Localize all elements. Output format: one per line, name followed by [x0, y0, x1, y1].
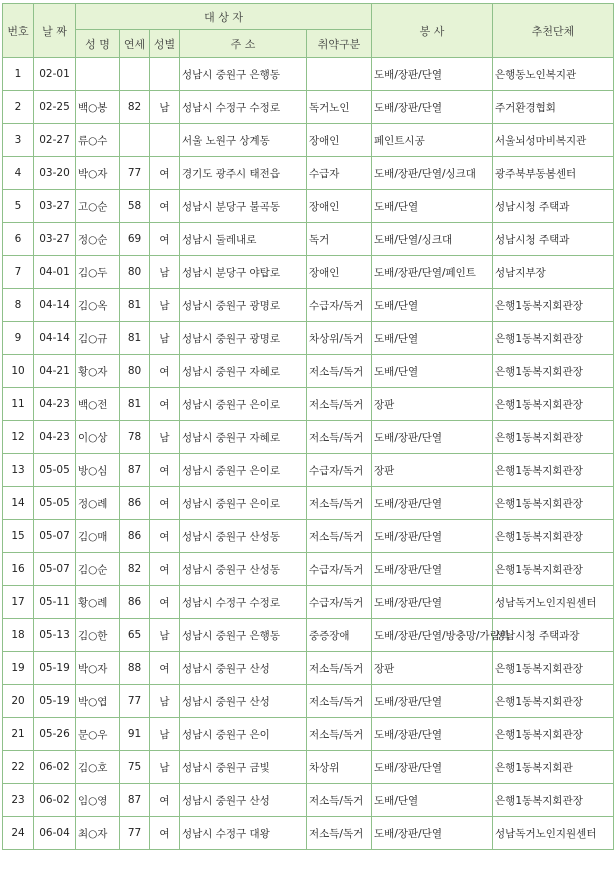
cell-category: 장애인	[307, 124, 372, 157]
cell-no: 1	[3, 58, 34, 91]
cell-no: 16	[3, 553, 34, 586]
cell-age: 88	[120, 652, 150, 685]
cell-address: 성남시 중원구 은이로	[180, 388, 307, 421]
cell-age: 80	[120, 355, 150, 388]
cell-no: 3	[3, 124, 34, 157]
cell-no: 11	[3, 388, 34, 421]
cell-age: 77	[120, 157, 150, 190]
cell-gender: 여	[150, 784, 180, 817]
cell-gender: 남	[150, 751, 180, 784]
table-row	[3, 223, 614, 256]
cell-service: 페인트시공	[372, 124, 493, 157]
cell-gender: 여	[150, 817, 180, 850]
cell-date: 05-19	[34, 685, 76, 718]
cell-gender: 여	[150, 388, 180, 421]
cell-category: 중증장애	[307, 619, 372, 652]
cell-date: 04-23	[34, 421, 76, 454]
cell-org: 서울뇌성마비복지관	[493, 124, 614, 157]
cell-address: 성남시 중원구 산성	[180, 652, 307, 685]
cell-age: 86	[120, 520, 150, 553]
cell-org: 은행1동복지회관장	[493, 520, 614, 553]
cell-category: 저소득/독거	[307, 652, 372, 685]
cell-no: 18	[3, 619, 34, 652]
cell-name: 임○영	[76, 784, 120, 817]
table-row	[3, 817, 614, 850]
cell-address: 성남시 중원구 자혜로	[180, 421, 307, 454]
cell-address: 성남시 중원구 금빛	[180, 751, 307, 784]
cell-date: 05-19	[34, 652, 76, 685]
cell-org: 은행1동복지회관	[493, 751, 614, 784]
cell-category: 장애인	[307, 256, 372, 289]
cell-gender: 여	[150, 454, 180, 487]
cell-address: 서울 노원구 상계동	[180, 124, 307, 157]
header-org: 추천단체	[493, 4, 614, 58]
cell-gender	[150, 58, 180, 91]
cell-date: 05-26	[34, 718, 76, 751]
cell-name: 박○자	[76, 652, 120, 685]
cell-gender: 남	[150, 685, 180, 718]
header-row-top	[3, 4, 614, 30]
cell-name: 김○호	[76, 751, 120, 784]
cell-service: 도배/장판/단열	[372, 817, 493, 850]
cell-no: 24	[3, 817, 34, 850]
cell-service: 도배/장판/단열/방충망/가림막	[372, 619, 493, 652]
cell-category: 저소득/독거	[307, 355, 372, 388]
cell-name: 고○순	[76, 190, 120, 223]
cell-age: 75	[120, 751, 150, 784]
cell-org: 성남시청 주택과	[493, 190, 614, 223]
cell-service: 도배/장판/단열	[372, 91, 493, 124]
table-row	[3, 388, 614, 421]
cell-date: 04-21	[34, 355, 76, 388]
cell-no: 20	[3, 685, 34, 718]
cell-category	[307, 58, 372, 91]
table-row	[3, 751, 614, 784]
cell-no: 22	[3, 751, 34, 784]
cell-org: 은행동노인복지관	[493, 58, 614, 91]
table-row	[3, 421, 614, 454]
cell-date: 03-27	[34, 223, 76, 256]
cell-age: 80	[120, 256, 150, 289]
cell-org: 성남시청 주택과	[493, 223, 614, 256]
cell-date: 03-27	[34, 190, 76, 223]
cell-category: 독거노인	[307, 91, 372, 124]
cell-age: 69	[120, 223, 150, 256]
cell-gender: 남	[150, 421, 180, 454]
cell-no: 7	[3, 256, 34, 289]
cell-gender: 여	[150, 190, 180, 223]
cell-gender: 여	[150, 652, 180, 685]
cell-name: 최○자	[76, 817, 120, 850]
cell-service: 도배/단열	[372, 322, 493, 355]
cell-org: 광주북부동봄센터	[493, 157, 614, 190]
cell-date: 05-11	[34, 586, 76, 619]
cell-service: 장판	[372, 388, 493, 421]
cell-date: 02-01	[34, 58, 76, 91]
cell-address: 성남시 중원구 산성동	[180, 553, 307, 586]
cell-date: 04-14	[34, 322, 76, 355]
cell-address: 성남시 분당구 불곡동	[180, 190, 307, 223]
header-date: 날 짜	[34, 4, 76, 58]
cell-org: 은행1동복지회관장	[493, 553, 614, 586]
table-row	[3, 520, 614, 553]
cell-date: 04-23	[34, 388, 76, 421]
cell-address: 성남시 분당구 야탑로	[180, 256, 307, 289]
cell-age: 86	[120, 487, 150, 520]
header-address: 주 소	[180, 30, 307, 58]
cell-org: 은행1동복지회관장	[493, 289, 614, 322]
cell-name: 방○심	[76, 454, 120, 487]
cell-date: 02-27	[34, 124, 76, 157]
table-body	[3, 58, 614, 850]
cell-name: 김○매	[76, 520, 120, 553]
cell-age: 81	[120, 322, 150, 355]
cell-org: 은행1동복지회관장	[493, 652, 614, 685]
cell-name: 박○엽	[76, 685, 120, 718]
cell-name: 김○옥	[76, 289, 120, 322]
cell-service: 장판	[372, 652, 493, 685]
cell-address: 성남시 중원구 은이로	[180, 487, 307, 520]
cell-org: 은행1동복지회관장	[493, 421, 614, 454]
cell-category: 수급자/독거	[307, 586, 372, 619]
cell-gender	[150, 124, 180, 157]
cell-name: 류○수	[76, 124, 120, 157]
cell-age: 81	[120, 388, 150, 421]
cell-no: 14	[3, 487, 34, 520]
cell-age: 87	[120, 784, 150, 817]
cell-no: 4	[3, 157, 34, 190]
cell-category: 차상위	[307, 751, 372, 784]
table-row	[3, 256, 614, 289]
cell-address: 성남시 중원구 은행동	[180, 58, 307, 91]
cell-service: 도배/장판/단열	[372, 553, 493, 586]
cell-category: 저소득/독거	[307, 421, 372, 454]
cell-gender: 여	[150, 157, 180, 190]
table-row	[3, 619, 614, 652]
cell-address: 성남시 중원구 산성동	[180, 520, 307, 553]
cell-date: 03-20	[34, 157, 76, 190]
cell-org: 성남지부장	[493, 256, 614, 289]
cell-date: 05-07	[34, 553, 76, 586]
cell-service: 도배/단열	[372, 355, 493, 388]
cell-no: 21	[3, 718, 34, 751]
cell-org: 은행1동복지회관장	[493, 454, 614, 487]
cell-address: 성남시 수정구 수정로	[180, 586, 307, 619]
cell-service: 도배/단열/싱크대	[372, 223, 493, 256]
cell-category: 저소득/독거	[307, 784, 372, 817]
header-category: 취약구분	[307, 30, 372, 58]
cell-name: 김○규	[76, 322, 120, 355]
header-target: 대 상 자	[76, 4, 372, 30]
cell-name: 박○자	[76, 157, 120, 190]
cell-name: 정○순	[76, 223, 120, 256]
cell-service: 도배/장판/단열	[372, 58, 493, 91]
cell-age	[120, 58, 150, 91]
cell-name: 백○봉	[76, 91, 120, 124]
cell-name: 황○자	[76, 355, 120, 388]
cell-no: 15	[3, 520, 34, 553]
cell-no: 8	[3, 289, 34, 322]
cell-org: 성남독거노인지원센터	[493, 817, 614, 850]
cell-org: 은행1동복지회관장	[493, 487, 614, 520]
cell-no: 19	[3, 652, 34, 685]
cell-name: 황○례	[76, 586, 120, 619]
cell-address: 성남시 중원구 은이	[180, 718, 307, 751]
cell-name: 이○상	[76, 421, 120, 454]
cell-gender: 여	[150, 487, 180, 520]
cell-name: 정○례	[76, 487, 120, 520]
cell-address: 성남시 중원구 은이로	[180, 454, 307, 487]
header-name: 성 명	[76, 30, 120, 58]
table-row	[3, 289, 614, 322]
cell-org: 은행1동복지회관장	[493, 322, 614, 355]
cell-service: 도배/장판/단열	[372, 586, 493, 619]
cell-address: 성남시 중원구 광명로	[180, 322, 307, 355]
table-row	[3, 718, 614, 751]
cell-gender: 여	[150, 553, 180, 586]
cell-age: 77	[120, 817, 150, 850]
cell-service: 도배/단열	[372, 784, 493, 817]
cell-service: 도배/장판/단열	[372, 520, 493, 553]
cell-gender: 여	[150, 355, 180, 388]
cell-service: 도배/단열	[372, 289, 493, 322]
cell-service: 도배/장판/단열	[372, 421, 493, 454]
cell-gender: 남	[150, 322, 180, 355]
cell-category: 저소득/독거	[307, 817, 372, 850]
cell-category: 저소득/독거	[307, 388, 372, 421]
table-row	[3, 91, 614, 124]
volunteer-record-table	[2, 3, 614, 850]
cell-date: 05-07	[34, 520, 76, 553]
cell-gender: 여	[150, 520, 180, 553]
cell-category: 수급자/독거	[307, 289, 372, 322]
cell-no: 23	[3, 784, 34, 817]
cell-age: 82	[120, 91, 150, 124]
cell-date: 04-01	[34, 256, 76, 289]
table-row	[3, 355, 614, 388]
table-row	[3, 58, 614, 91]
cell-date: 06-02	[34, 784, 76, 817]
cell-org: 은행1동복지회관장	[493, 718, 614, 751]
cell-no: 5	[3, 190, 34, 223]
cell-age: 87	[120, 454, 150, 487]
cell-name	[76, 58, 120, 91]
cell-age: 81	[120, 289, 150, 322]
cell-service: 도배/장판/단열	[372, 685, 493, 718]
cell-category: 저소득/독거	[307, 487, 372, 520]
cell-service: 도배/장판/단열	[372, 487, 493, 520]
cell-address: 성남시 중원구 자혜로	[180, 355, 307, 388]
cell-age: 65	[120, 619, 150, 652]
cell-org: 은행1동복지회관장	[493, 784, 614, 817]
cell-service: 도배/장판/단열	[372, 718, 493, 751]
table-row	[3, 487, 614, 520]
cell-org: 은행1동복지회관장	[493, 355, 614, 388]
cell-org: 은행1동복지회관장	[493, 388, 614, 421]
cell-age: 91	[120, 718, 150, 751]
cell-no: 17	[3, 586, 34, 619]
cell-category: 독거	[307, 223, 372, 256]
cell-name: 문○우	[76, 718, 120, 751]
cell-org: 은행1동복지회관장	[493, 685, 614, 718]
cell-date: 06-04	[34, 817, 76, 850]
cell-date: 05-05	[34, 487, 76, 520]
table-row	[3, 157, 614, 190]
cell-date: 04-14	[34, 289, 76, 322]
table-row	[3, 685, 614, 718]
cell-address: 성남시 둘레내로	[180, 223, 307, 256]
cell-name: 김○순	[76, 553, 120, 586]
table-row	[3, 322, 614, 355]
cell-gender: 남	[150, 718, 180, 751]
cell-date: 05-13	[34, 619, 76, 652]
cell-no: 12	[3, 421, 34, 454]
cell-category: 차상위/독거	[307, 322, 372, 355]
cell-address: 성남시 수정구 수정로	[180, 91, 307, 124]
cell-service: 장판	[372, 454, 493, 487]
cell-category: 저소득/독거	[307, 718, 372, 751]
cell-gender: 남	[150, 619, 180, 652]
cell-address: 성남시 중원구 산성	[180, 685, 307, 718]
table-row	[3, 784, 614, 817]
cell-no: 9	[3, 322, 34, 355]
cell-address: 경기도 광주시 태전읍	[180, 157, 307, 190]
table-row	[3, 454, 614, 487]
cell-age: 82	[120, 553, 150, 586]
cell-address: 성남시 중원구 은행동	[180, 619, 307, 652]
cell-date: 05-05	[34, 454, 76, 487]
header-service: 봉 사	[372, 4, 493, 58]
cell-service: 도배/장판/단열/페인트	[372, 256, 493, 289]
cell-gender: 여	[150, 223, 180, 256]
cell-name: 김○두	[76, 256, 120, 289]
cell-service: 도배/단열	[372, 190, 493, 223]
header-no: 번호	[3, 4, 34, 58]
cell-date: 02-25	[34, 91, 76, 124]
cell-no: 2	[3, 91, 34, 124]
cell-date: 06-02	[34, 751, 76, 784]
table-row	[3, 124, 614, 157]
cell-category: 수급자	[307, 157, 372, 190]
cell-gender: 남	[150, 256, 180, 289]
cell-name: 백○전	[76, 388, 120, 421]
cell-no: 13	[3, 454, 34, 487]
cell-category: 수급자/독거	[307, 553, 372, 586]
header-gender: 성별	[150, 30, 180, 58]
cell-no: 6	[3, 223, 34, 256]
table-row	[3, 190, 614, 223]
cell-gender: 남	[150, 289, 180, 322]
cell-service: 도배/장판/단열	[372, 751, 493, 784]
cell-age: 77	[120, 685, 150, 718]
cell-category: 장애인	[307, 190, 372, 223]
header-age: 연세	[120, 30, 150, 58]
cell-gender: 여	[150, 586, 180, 619]
cell-category: 수급자/독거	[307, 454, 372, 487]
cell-age: 86	[120, 586, 150, 619]
table-row	[3, 553, 614, 586]
cell-age	[120, 124, 150, 157]
cell-address: 성남시 수정구 대왕	[180, 817, 307, 850]
cell-address: 성남시 중원구 산성	[180, 784, 307, 817]
cell-name: 김○한	[76, 619, 120, 652]
cell-age: 58	[120, 190, 150, 223]
cell-category: 저소득/독거	[307, 685, 372, 718]
cell-no: 10	[3, 355, 34, 388]
cell-service: 도배/장판/단열/싱크대	[372, 157, 493, 190]
cell-category: 저소득/독거	[307, 520, 372, 553]
cell-org: 성남독거노인지원센터	[493, 586, 614, 619]
cell-org: 주거환경협회	[493, 91, 614, 124]
table-row	[3, 652, 614, 685]
cell-org: 성남시청 주택과장	[493, 619, 614, 652]
cell-gender: 남	[150, 91, 180, 124]
cell-address: 성남시 중원구 광명로	[180, 289, 307, 322]
cell-age: 78	[120, 421, 150, 454]
table-row	[3, 586, 614, 619]
